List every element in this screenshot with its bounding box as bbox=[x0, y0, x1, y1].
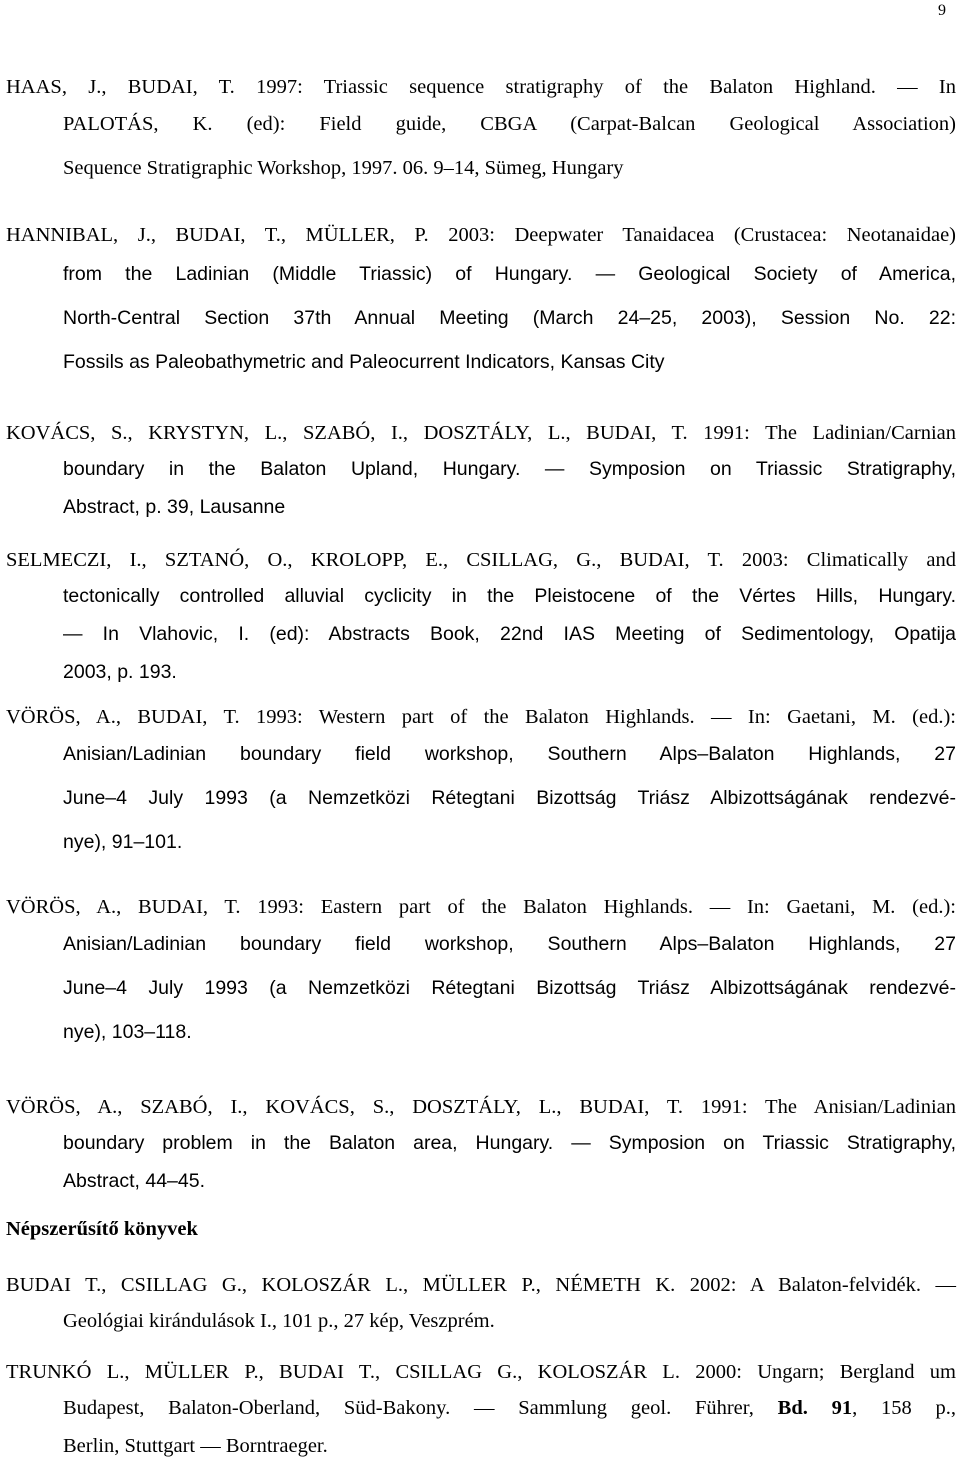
reference-line: Sequence Stratigraphic Workshop, 1997. 06. 9–14, Sümeg, Hungary bbox=[63, 157, 624, 179]
reference-line: Anisian/Ladinian boundary field workshop, Southern Alps–Balaton Highlands, 27 bbox=[63, 933, 956, 955]
reference-text: Budapest, Balaton-Oberland, Süd-Bakony. — Sammlung geol. Führer, bbox=[63, 1397, 754, 1419]
reference-line bbox=[63, 1389, 956, 1427]
reference-line: 2003, p. 193. bbox=[63, 661, 177, 683]
reference-line: HAAS, J., BUDAI, T. 1997: Triassic sequence stratigraphy of the Balaton Highland. — In bbox=[6, 76, 956, 98]
volume-number: Bd. 91 bbox=[777, 1397, 853, 1419]
reference-line: boundary in the Balaton Upland, Hungary. — Symposion on Triassic Stratigraphy, bbox=[63, 458, 956, 480]
page-number: 9 bbox=[938, 2, 946, 19]
reference-line: Anisian/Ladinian boundary field workshop, Southern Alps–Balaton Highlands, 27 bbox=[63, 743, 956, 765]
reference-text: , 158 p., bbox=[852, 1397, 956, 1419]
reference-entry bbox=[6, 702, 956, 864]
reference-entry bbox=[6, 543, 956, 691]
reference-line: — In Vlahovic, I. (ed): Abstracts Book, 22nd IAS Meeting of Sedimentology, Opatija bbox=[63, 623, 956, 645]
reference-line: Berlin, Stuttgart — Borntraeger. bbox=[63, 1435, 328, 1457]
reference-line: Geológiai kirándulások I., 101 p., 27 kép, Veszprém. bbox=[63, 1310, 495, 1332]
reference-line: June–4 July 1993 (a Nemzetközi Rétegtani Bizottság Triász Albizottságának rendezvé- bbox=[63, 977, 956, 999]
reference-line: North-Central Section 37th Annual Meeting (March 24–25, 2003), Session No. 22: bbox=[63, 307, 956, 329]
reference-line: VÖRÖS, A., BUDAI, T. 1993: Eastern part of the Balaton Highlands. — In: Gaetani, M. (ed.): bbox=[6, 896, 956, 918]
reference-line: nye), 91–101. bbox=[63, 831, 183, 853]
reference-entry bbox=[6, 218, 956, 384]
reference-line: VÖRÖS, A., SZABÓ, I., KOVÁCS, S., DOSZTÁLY, L., BUDAI, T. 1991: The Anisian/Ladinian bbox=[6, 1096, 956, 1118]
reference-line: SELMECZI, I., SZTANÓ, O., KROLOPP, E., CSILLAG, G., BUDAI, T. 2003: Climatically and bbox=[6, 549, 956, 571]
reference-line: VÖRÖS, A., BUDAI, T. 1993: Western part of the Balaton Highlands. — In: Gaetani, M. (ed.): bbox=[6, 706, 956, 728]
reference-line: TRUNKÓ L., MÜLLER P., BUDAI T., CSILLAG G., KOLOSZÁR L. 2000: Ungarn; Bergland um bbox=[6, 1361, 956, 1383]
reference-line: BUDAI T., CSILLAG G., KOLOSZÁR L., MÜLLER P., NÉMETH K. 2002: A Balaton-felvidék. — bbox=[6, 1274, 956, 1296]
reference-entry bbox=[6, 416, 956, 526]
reference-line: boundary problem in the Balaton area, Hungary. — Symposion on Triassic Stratigraphy, bbox=[63, 1132, 956, 1154]
reference-line: June–4 July 1993 (a Nemzetközi Rétegtani Bizottság Triász Albizottságának rendezvé- bbox=[63, 787, 956, 809]
section-heading: Népszerűsítő könyvek bbox=[6, 1218, 198, 1240]
reference-line: tectonically controlled alluvial cyclicity in the Pleistocene of the Vértes Hills, Hungary. bbox=[63, 585, 956, 607]
reference-line: Abstract, 44–45. bbox=[63, 1170, 206, 1192]
reference-line: KOVÁCS, S., KRYSTYN, L., SZABÓ, I., DOSZTÁLY, L., BUDAI, T. 1991: The Ladinian/Carnian bbox=[6, 422, 956, 444]
reference-line: Abstract, p. 39, Lausanne bbox=[63, 496, 286, 518]
reference-entry bbox=[6, 892, 956, 1054]
reference-line: nye), 103–118. bbox=[63, 1021, 192, 1043]
reference-line: from the Ladinian (Middle Triassic) of Hungary. — Geological Society of America, bbox=[63, 263, 956, 285]
reference-line: PALOTÁS, K. (ed): Field guide, CBGA (Carpat-Balcan Geological Association) bbox=[63, 113, 956, 135]
reference-entry bbox=[6, 1090, 956, 1200]
reference-entry bbox=[6, 72, 956, 190]
reference-entry bbox=[6, 1268, 956, 1340]
reference-entry bbox=[6, 1355, 956, 1465]
reference-line: Fossils as Paleobathymetric and Paleocurrent Indicators, Kansas City bbox=[63, 351, 665, 373]
reference-line: HANNIBAL, J., BUDAI, T., MÜLLER, P. 2003: Deepwater Tanaidacea (Crustacea: Neotanaidae) bbox=[6, 224, 956, 246]
